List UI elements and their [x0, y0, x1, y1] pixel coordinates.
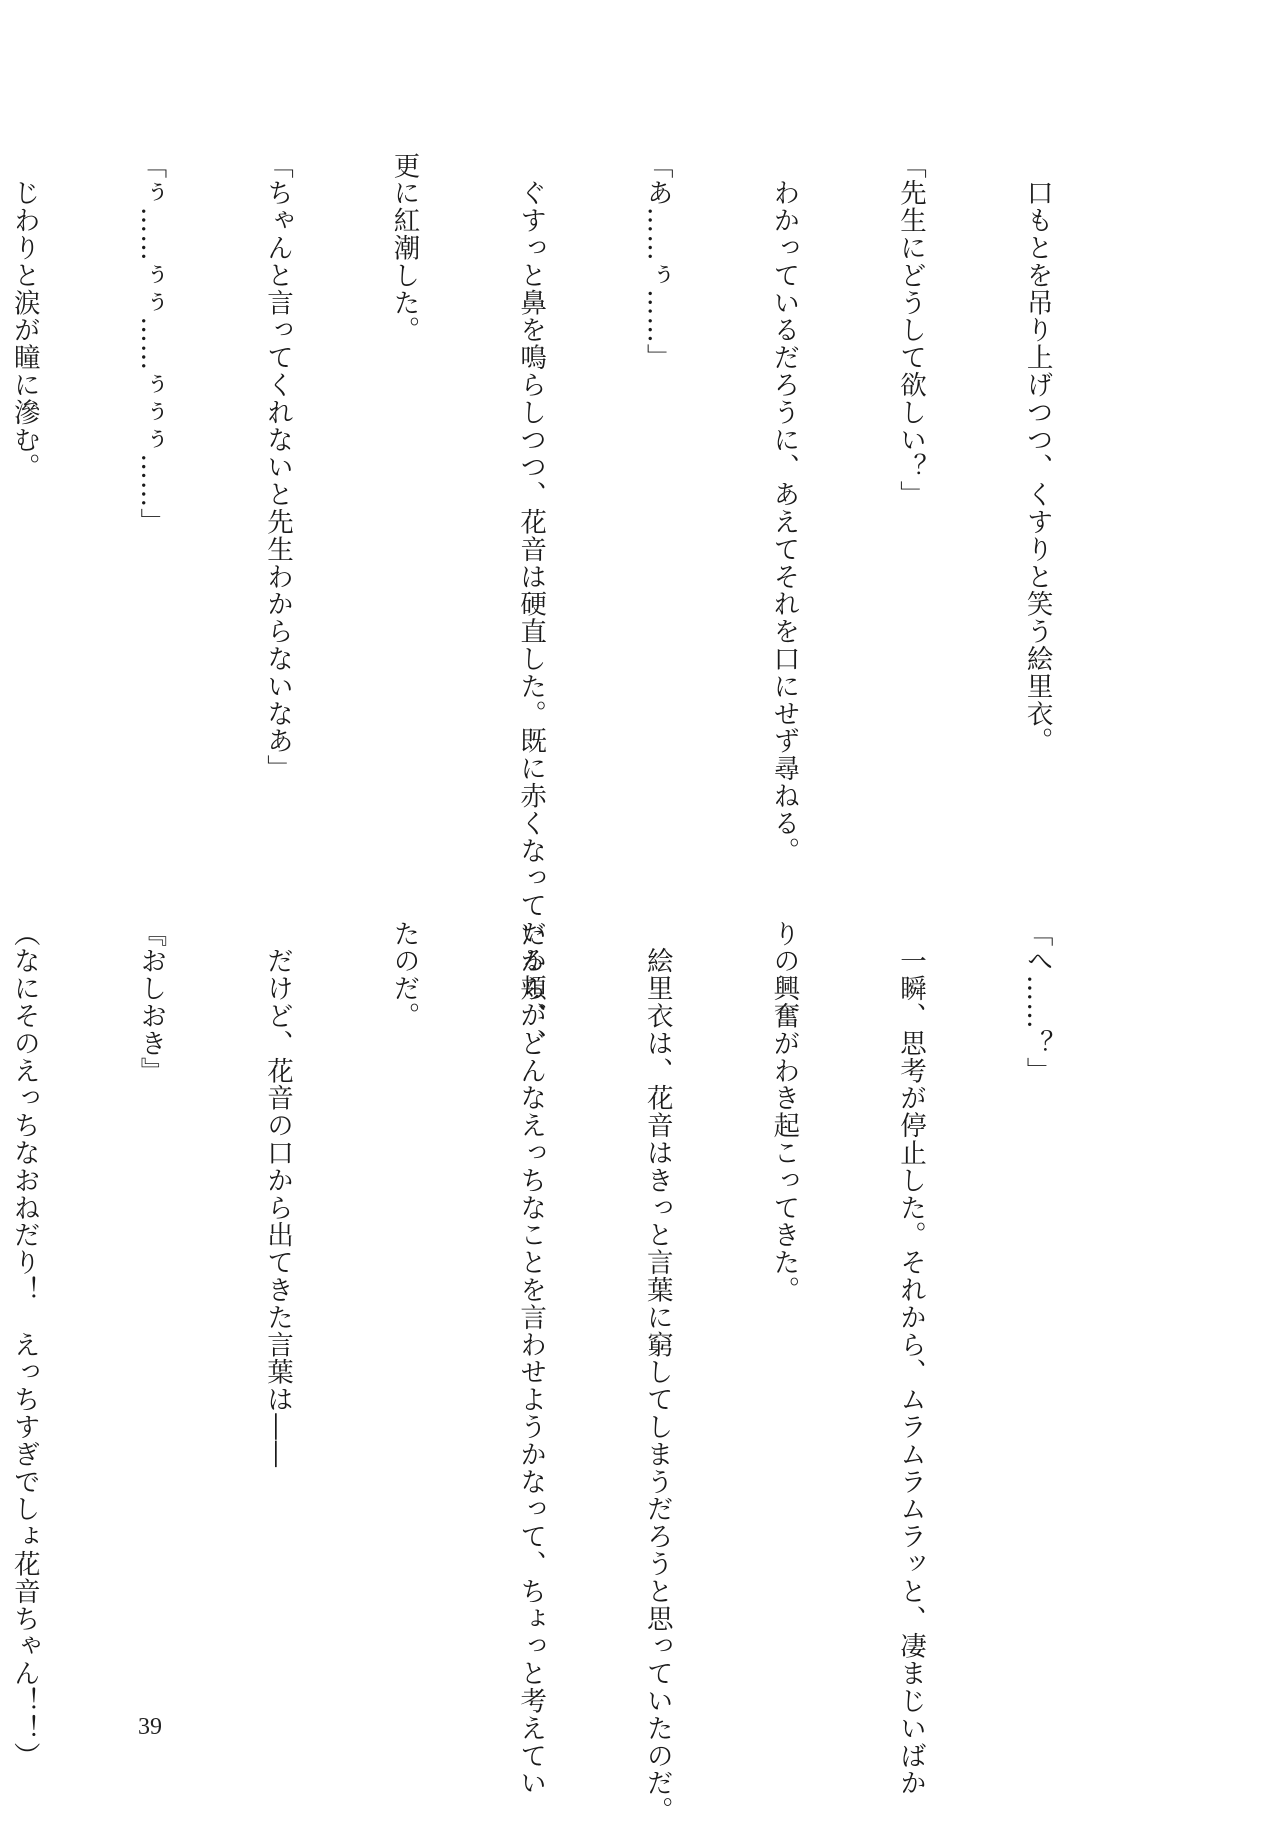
text-line: 一瞬、思考が停止した。それから、ムラムラムラッと、凄まじいばか [894, 920, 926, 1797]
text-line: 絵里衣は、花音はきっと言葉に窮してしまうだろうと思っていたのだ。 [641, 920, 673, 1824]
text-line: じわりと涙が瞳に滲む。 [8, 152, 40, 481]
lower-text-block [0, 920, 1142, 1824]
text-line: だから、どんなえっちなことを言わせようかなって、ちょっと考えてい [515, 920, 547, 1797]
text-line: 「ぅ……ぅぅ……ぅぅぅ……」 [135, 152, 167, 536]
text-line: ぐすっと鼻を鳴らしつつ、花音は硬直した。既に赤くなっている頬が、 [515, 152, 547, 1057]
text-line: 「ちゃんと言ってくれないと先生わからないなあ」 [261, 152, 293, 783]
text-line: わかっているだろうに、あえてそれを口にせず尋ねる。 [768, 152, 800, 865]
text-line: 「先生にどうして欲しい？」 [894, 152, 926, 509]
text-line: 口もとを吊り上げつつ、くすりと笑う絵里衣。 [1021, 152, 1053, 755]
text-line: たのだ。 [388, 920, 420, 1030]
text-line: 更に紅潮した。 [388, 152, 420, 344]
text-line: 「あ……ぅ……」 [641, 152, 673, 372]
text-line: （なにそのえっちなおねだり！ えっちすぎでしょ花音ちゃん！！） [8, 920, 40, 1770]
page-number: 39 [138, 1714, 162, 1740]
text-line: りの興奮がわき起こってきた。 [768, 920, 800, 1304]
text-line: 『おしおき』 [135, 920, 167, 1085]
text-line: だけど、花音の口から出てきた言葉は―― [261, 920, 293, 1468]
text-line: 「へ……？」 [1021, 920, 1053, 1085]
